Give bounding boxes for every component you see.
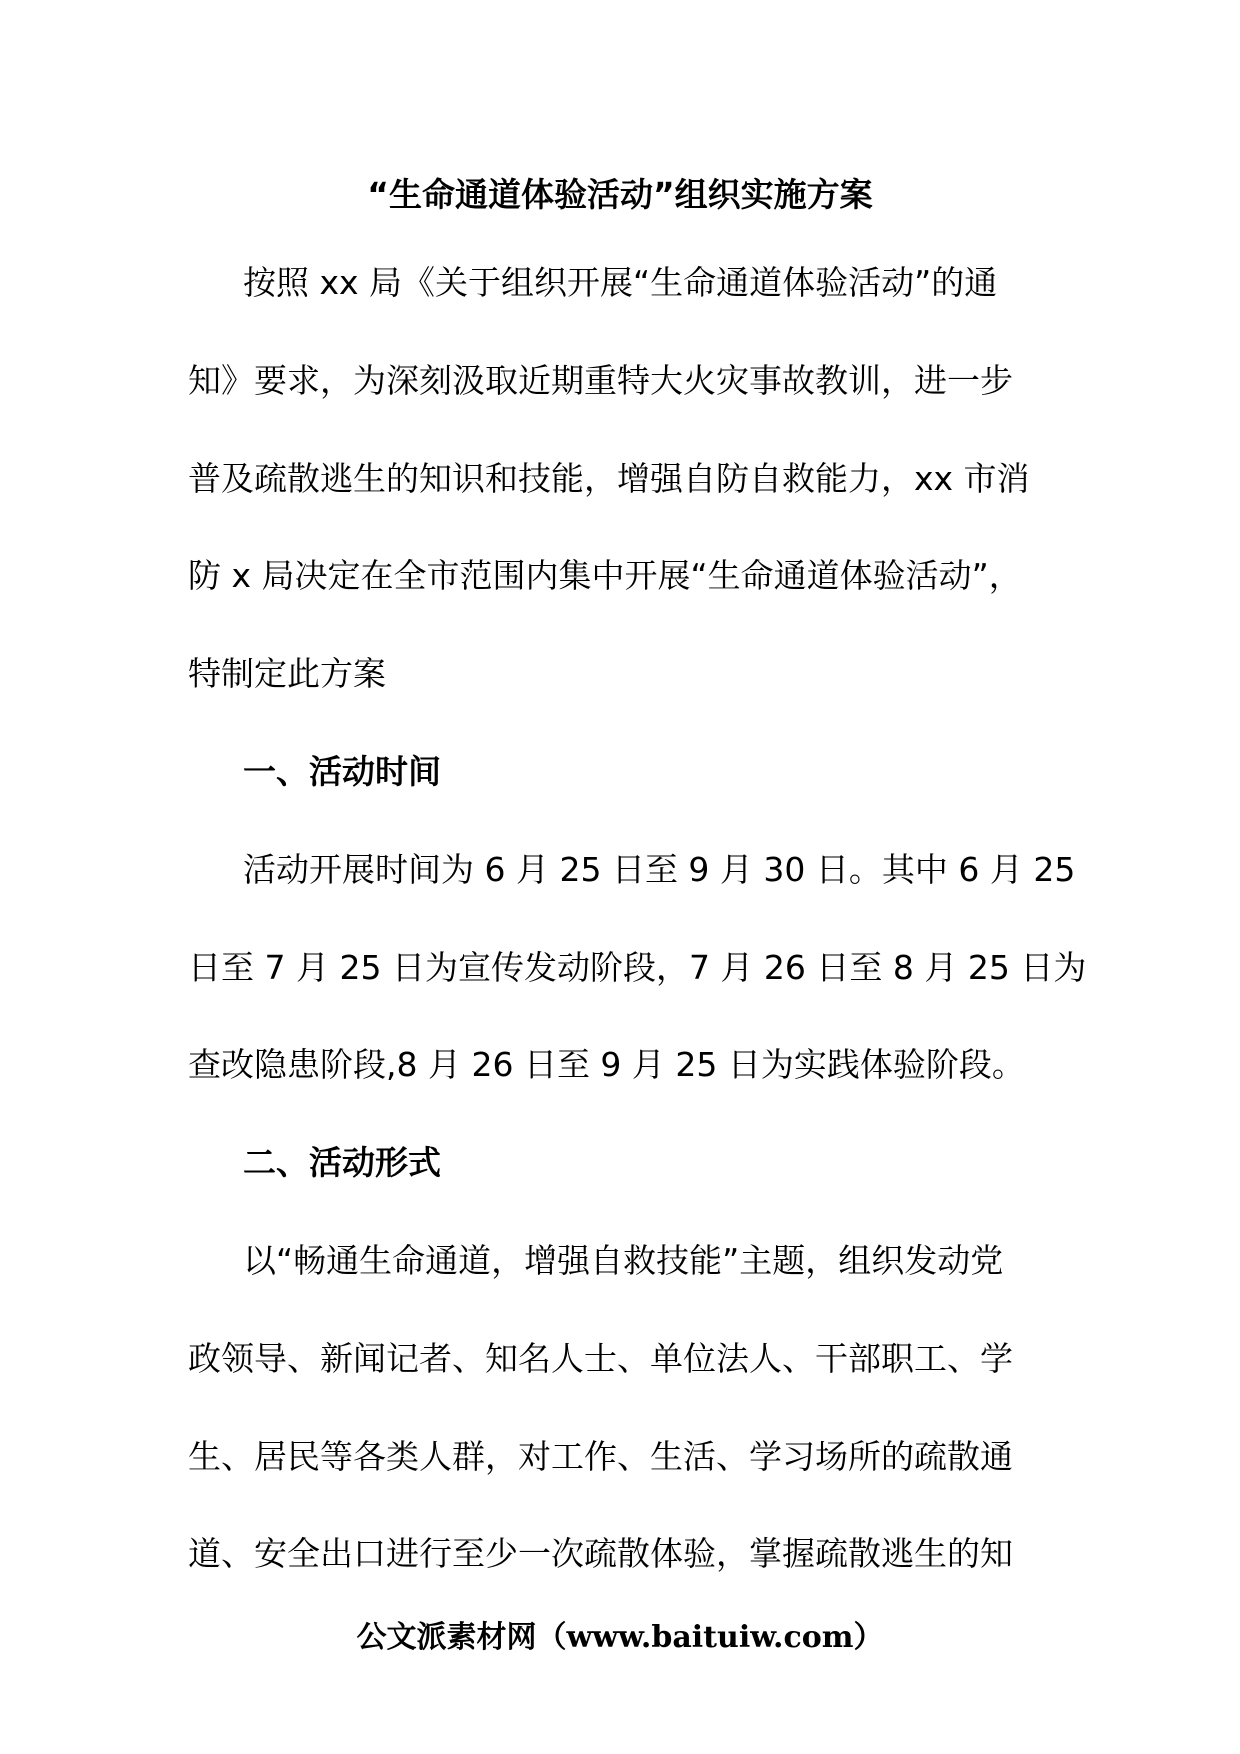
paragraph-line: 知》要求，为深刻汲取近期重特大火灾事故教训，进一步 bbox=[188, 360, 1013, 400]
page-footer: 公文派素材网（www.baituiw.com） bbox=[356, 1620, 884, 1655]
paragraph-line: 查改隐患阶段,8 月 26 日至 9 月 25 日为实践体验阶段。 bbox=[188, 1045, 1025, 1085]
paragraph-line: 活动开展时间为 6 月 25 日至 9 月 30 日。其中 6 月 25 bbox=[243, 849, 1076, 889]
paragraph-line: 生、居民等各类人群，对工作、生活、学习场所的疏散通 bbox=[188, 1436, 1013, 1476]
document-title: “生命通道体验活动”组织实施方案 bbox=[367, 175, 873, 214]
paragraph-line: 政领导、新闻记者、知名人士、单位法人、干部职工、学 bbox=[188, 1338, 1013, 1378]
section-heading: 二、活动形式 bbox=[243, 1143, 441, 1183]
section-heading: 一、活动时间 bbox=[243, 751, 441, 791]
paragraph-line: 防 x 局决定在全市范围内集中开展“生命通道体验活动”， bbox=[188, 556, 1022, 596]
paragraph-line: 按照 xx 局《关于组织开展“生命通道体验活动”的通 bbox=[243, 263, 998, 302]
document-body bbox=[188, 260, 1087, 1629]
paragraph-line: 普及疏散逃生的知识和技能，增强自防自救能力，xx 市消 bbox=[188, 458, 1030, 498]
paragraph-line: 日至 7 月 25 日为宣传发动阶段，7 月 26 日至 8 月 25 日为 bbox=[188, 947, 1087, 987]
paragraph-line: 以“畅通生命通道，增强自救技能”主题，组织发动党 bbox=[243, 1240, 1004, 1280]
paragraph-line: 特制定此方案 bbox=[188, 654, 386, 694]
paragraph-line: 道、安全出口进行至少一次疏散体验，掌握疏散逃生的知 bbox=[188, 1534, 1013, 1574]
